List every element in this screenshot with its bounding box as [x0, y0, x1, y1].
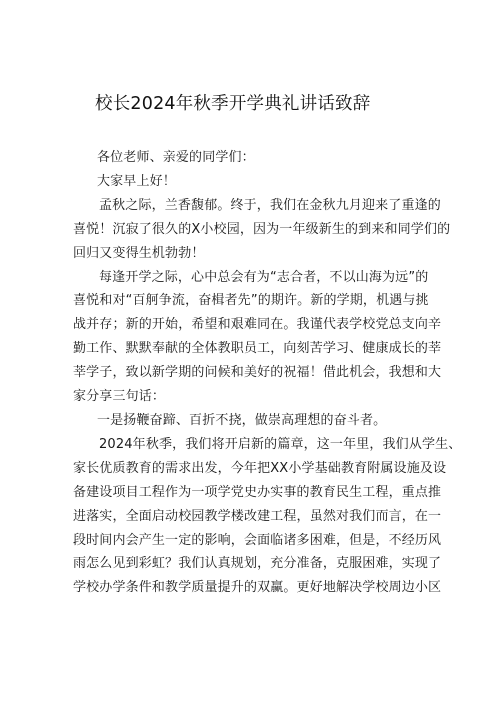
paragraph-line: 2024年秋季，我们将开启新的篇章，这一年里，我们从学生、: [99, 436, 462, 452]
paragraph-line: 一是扬鞭奋蹄、百折不挠，做崇高理想的奋斗者。: [97, 412, 387, 428]
paragraph-line: 每逢开学之际，心中总会有为“志合者，不以山海为远”的: [99, 269, 429, 285]
paragraph-line: 孟秋之际，兰香馥郁。终于，我们在金秋九月迎来了重逢的: [99, 197, 441, 213]
paragraph-1: [73, 194, 451, 266]
paragraph-line: 战并存；新的开始，希望和艰难同在。我谨代表学校党总支向辛: [73, 317, 442, 333]
paragraph-line: 喜悦和对“百舸争流，奋楫者先”的期许。新的学期，机遇与挑: [73, 293, 429, 309]
paragraph-3: [73, 409, 445, 433]
paragraph-line: 勤工作、默默奉献的全体教职员工，向刻苦学习、健康成长的莘: [73, 341, 442, 357]
paragraph-line: 家长优质教育的需求出发，今年把XX小学基础教育附属设施及设: [73, 460, 447, 476]
paragraph-line: 喜悦！沉寂了很久的X小校园，因为一年级新生的到来和同学们的: [73, 221, 451, 237]
paragraph-line: 回归又变得生机勃勃！: [73, 245, 205, 261]
paragraph-line: 雨怎么见到彩虹？我们认真规划，充分准备，克服困难，实现了: [73, 556, 442, 572]
paragraph-line: 进落实，全面启动校园教学楼改建工程，虽然对我们而言，在一: [73, 508, 442, 524]
document-body: [73, 146, 462, 600]
paragraph-line: 段时间内会产生一定的影响，会面临诸多困难，但是，不经历风: [73, 532, 442, 548]
paragraph-line: 学校办学条件和教学质量提升的双赢。更好地解决学校周边小区: [73, 580, 442, 596]
paragraph-line: 备建设项目工程作为一项学党史办实事的教育民生工程，重点推: [73, 484, 442, 500]
salutation-text: 大家早上好！: [97, 173, 176, 189]
paragraph-4: [73, 433, 462, 600]
salutation-line: [73, 170, 445, 194]
paragraph-2: [73, 266, 445, 409]
greeting-line: [73, 146, 445, 170]
greeting-text: 各位老师、亲爱的同学们：: [97, 150, 255, 165]
document-title: 校长2024年秋季开学典礼讲话致辞: [95, 94, 371, 114]
paragraph-line: 莘学子，致以新学期的问候和美好的祝福！借此机会，我想和大: [73, 365, 442, 381]
paragraph-line: 家分享三句话：: [73, 389, 166, 405]
